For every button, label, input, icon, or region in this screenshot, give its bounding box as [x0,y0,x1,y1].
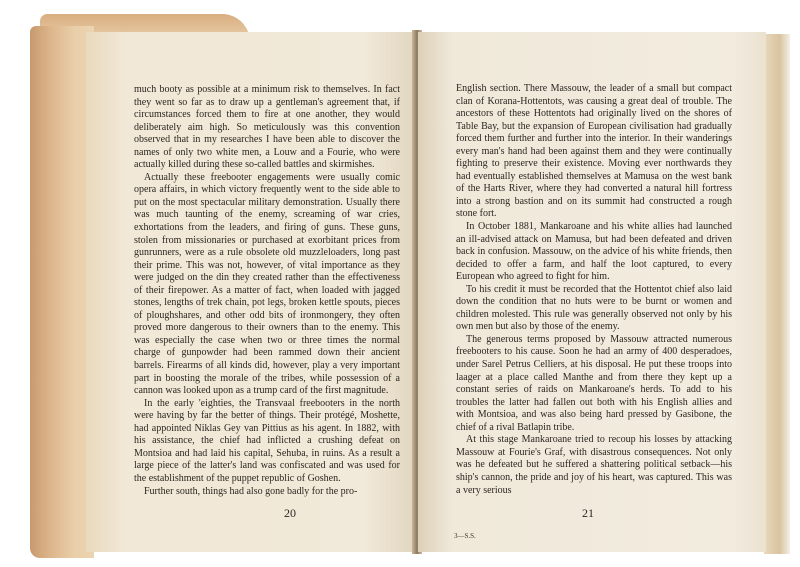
paragraph: To his credit it must be recorded that the Hottentot chief also laid down the condition that no huts were to be burnt or women and children molested. This rule was generally observed not only by his own men but also by those of the enemy. [456,283,732,333]
page-edge-right [764,34,790,554]
right-page-text [456,83,732,497]
printer-signature-mark: 3—S.S. [454,532,476,540]
paragraph: Further south, things had also gone badly for the pro- [144,485,358,497]
paragraph: Actually these freebooter engagements were usually comic opera affairs, in which victory frequently went to the side able to put on the most spectacular military demonstration. Usually there was much taunting of the enemy, screaming of war cries, exhortations from the leaders, and firing of guns. These guns, stolen from missionaries or purchased at exorbitant prices from gunrunners, were as a rule obsolete old muzzleloaders, long past their prime. This was not, however, of vital importance as they were judged on the din they created rather than the effectiveness of their firepower. As a matter of fact, when loaded with jagged stones, lengths of trek chain, pot legs, broken kettle spouts, pieces of ploughshares, and other odd bits of ironmongery, they often proved more dangerous to their owners than to the enemy. This was especially the case when two or three times the normal charge of gunpowder had been rammed down their ancient barrels. Firearms of all kinds did, however, play a very important part in boosting the morale of the tribes, while possession of a cannon was looked upon as a trump card of the first magnitude. [134,171,400,397]
left-page [86,32,414,552]
paragraph: English section. There Massouw, the leader of a small but compact clan of Korana-Hottentots, was causing a great deal of trouble. The ancestors of these Hottentots had originally lived on the shores of Table Bay, but the expansion of European civilisation had gradually forced them further and further into the interior. In their wanderings every man's hand had been against them and they were continually fighting to preserve their existence. Moving ever northwards they had eventually established themselves at Mamusa on the west bank of the Harts River, where they had converted a natural hill fortress into a strong bastion and on its summit had constructed a rough stone fort. [456,83,732,220]
paragraph: In the early 'eighties, the Transvaal freebooters in the north were having by far the better of things. Their protégé, Moshette, had appointed Niklas Gey van Pittius as his agent. In 1882, with his assistance, the chief had inflicted a crushing defeat on Montsioa and had laid his capital, Sehuba, in ruins. As a result a large piece of the latter's land was confiscated and was used for the establishment of the puppet republic of Goshen. [134,397,400,484]
paragraph: In October 1881, Mankaroane and his white allies had launched an ill-advised attack on Mamusa, but had been defeated and driven back in confusion. Massouw, on the advice of his white friends, then decided to offer a farm, and half the loot captured, to every European who agreed to fight for him. [456,221,732,283]
page-number: 20 [284,506,296,520]
right-page [418,32,766,552]
worn-page-edge-left [30,26,94,558]
left-page-text [134,84,400,498]
open-book [30,12,790,558]
page-number: 21 [582,506,594,520]
paragraph: much booty as possible at a minimum risk to themselves. In fact they went so far as to draw up a gentleman's agreement that, if circumstances forced them to fire at one another, they would deliberately aim high. So meticulously was this convention observed that in my researches I have been able to discover the names of only two white men, a Louw and a Fourie, who were actually killed during these so-called battles and skirmishes. [134,84,400,171]
paragraph: The generous terms proposed by Massouw attracted numerous freebooters to his cause. Soon he had an army of 400 desperadoes, under Sarel Petrus Celliers, at his disposal. He put these troops into laager at a place called Manthe and from there they kept up a constant series of raids on Mankaroane's herds. To add to his troubles the latter had fallen out both with his English allies and with Montsioa, and was also being hard pressed by Gasibone, the chief of a rival Batlapin tribe. [456,333,732,433]
paragraph: At this stage Mankaroane tried to recoup his losses by attacking Massouw at Fourie's Graf, with disastrous consequences. Not only was he defeated but he suffered a shattering political setback—his ship's cannon, the pride and joy of his heart, was captured. This was a very serious [456,434,732,496]
